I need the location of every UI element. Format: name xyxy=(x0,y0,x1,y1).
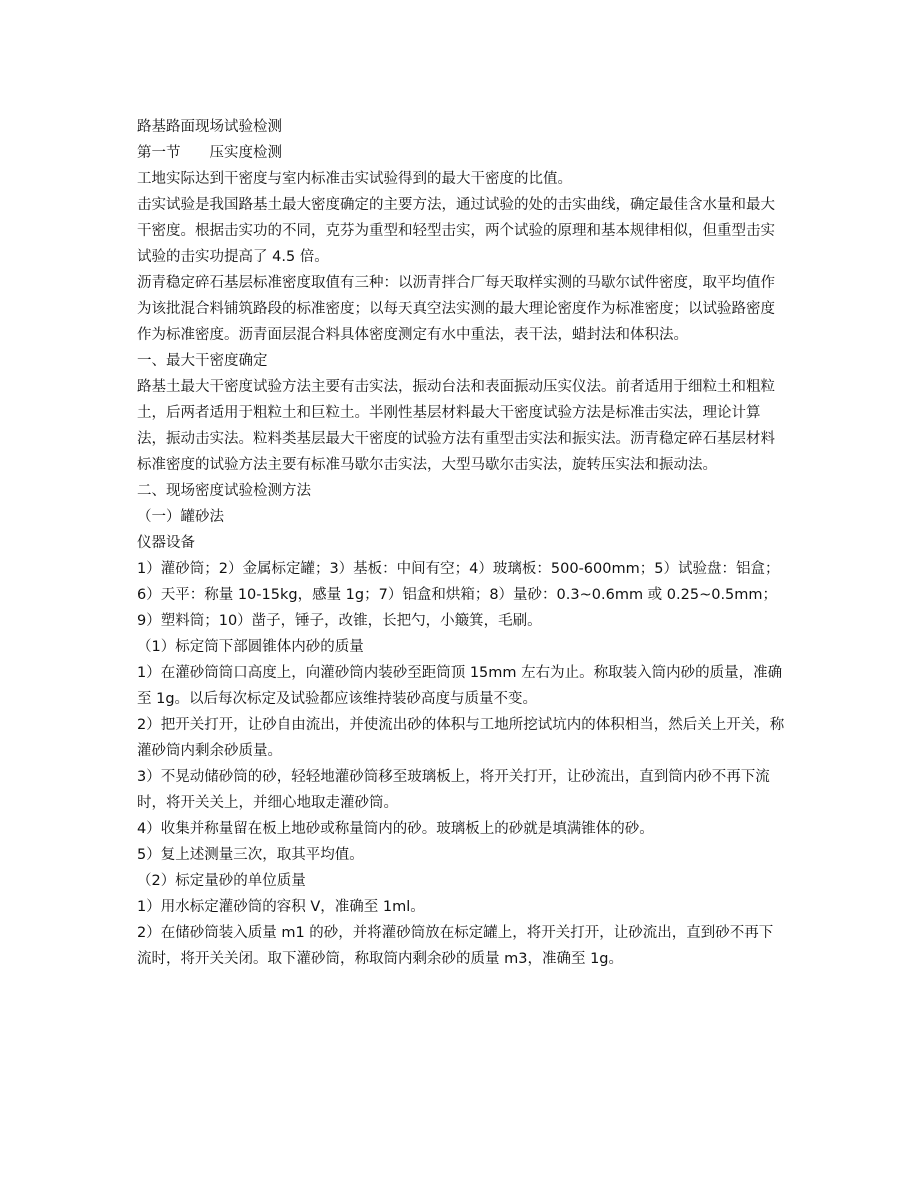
step-3: 3）不晃动储砂筒的砂，轻轻地灌砂筒移至玻璃板上，将开关打开，让砂流出，直到筒内砂不再下流时，将开关关上，并细心地取走灌砂筒。 xyxy=(137,769,770,811)
step-4: 4）收集并称量留在板上地砂或称量筒内的砂。玻璃板上的砂就是填满锥体的砂。 xyxy=(137,821,654,837)
subheading-unit-sand-mass: （2）标定量砂的单位质量 xyxy=(137,873,306,889)
paragraph-definition: 工地实际达到干密度与室内标准击实试验得到的最大干密度的比值。 xyxy=(137,171,572,187)
document-page xyxy=(137,114,787,972)
document-title: 路基路面现场试验检测 xyxy=(137,119,282,135)
paragraph-compaction-test: 击实试验是我国路基土最大密度确定的主要方法，通过试验的处的击实曲线，确定最佳含水量和最大干密度。根据击实功的不同，克芬为重型和轻型击实，两个试验的原理和基本规律相似，但重型击实试验的击实功提高了 4.5 倍。 xyxy=(137,197,775,265)
subheading-max-dry-density: 一、最大干密度确定 xyxy=(137,353,268,369)
subheading-cone-sand-mass: （1）标定筒下部圆锥体内砂的质量 xyxy=(137,639,364,655)
subheading-sand-cone-method: （一）罐砂法 xyxy=(137,509,224,525)
paragraph-asphalt-standard-density: 沥青稳定碎石基层标准密度取值有三种：以沥青拌合厂每天取样实测的马歇尔试件密度，取平均值作为该批混合料铺筑路段的标准密度；以每天真空法实测的最大理论密度作为标准密度；以试验路密度作为标准密度。沥青面层混合料具体密度测定有水中重法，表干法，蜡封法和体积法。 xyxy=(137,275,775,343)
step-2: 2）把开关打开，让砂自由流出，并使流出砂的体积与工地所挖试坑内的体积相当，然后关上开关，称灌砂筒内剩余砂质量。 xyxy=(137,717,785,759)
step-1: 1）在灌砂筒筒口高度上，向灌砂筒内装砂至距筒顶 15mm 左右为止。称取装入筒内砂的质量，准确至 1g。以后每次标定及试验都应该维持装砂高度与质量不变。 xyxy=(137,665,783,707)
step-5: 5）复上述测量三次，取其平均值。 xyxy=(137,847,364,863)
paragraph-max-dry-density-methods: 路基土最大干密度试验方法主要有击实法，振动台法和表面振动压实仪法。前者适用于细粒土和粗粒土，后两者适用于粗粒土和巨粒土。半刚性基层材料最大干密度试验方法是标准击实法，理论计算法，振动击实法。粒料类基层最大干密度的试验方法有重型击实法和振实法。沥青稳定碎石基层材料标准密度的试验方法主要有标准马歇尔击实法，大型马歇尔击实法，旋转压实法和振动法。 xyxy=(137,379,775,473)
paragraph-equipment-list: 1）灌砂筒；2）金属标定罐；3）基板：中间有空；4）玻璃板：500-600mm；5）试验盘：铝盒；6）天平：称量 10-15kg，感量 1g；7）铝盒和烘箱；8）量砂：0.3~0.6mm 或 0.25~0.5mm；9）塑料筒；10）凿子，锤子，改锥，长把勺，小簸箕，毛刷。 xyxy=(137,561,780,629)
unit-step-1: 1）用水标定灌砂筒的容积 V，准确至 1ml。 xyxy=(137,899,425,915)
subheading-equipment: 仪器设备 xyxy=(137,535,195,551)
subheading-field-density-methods: 二、现场密度试验检测方法 xyxy=(137,483,311,499)
section-heading: 第一节 压实度检测 xyxy=(137,145,282,161)
unit-step-2: 2）在储砂筒装入质量 m1 的砂，并将灌砂筒放在标定罐上，将开关打开，让砂流出，直到砂不再下流时，将开关关闭。取下灌砂筒，称取筒内剩余砂的质量 m3，准确至 1g。 xyxy=(137,925,774,967)
